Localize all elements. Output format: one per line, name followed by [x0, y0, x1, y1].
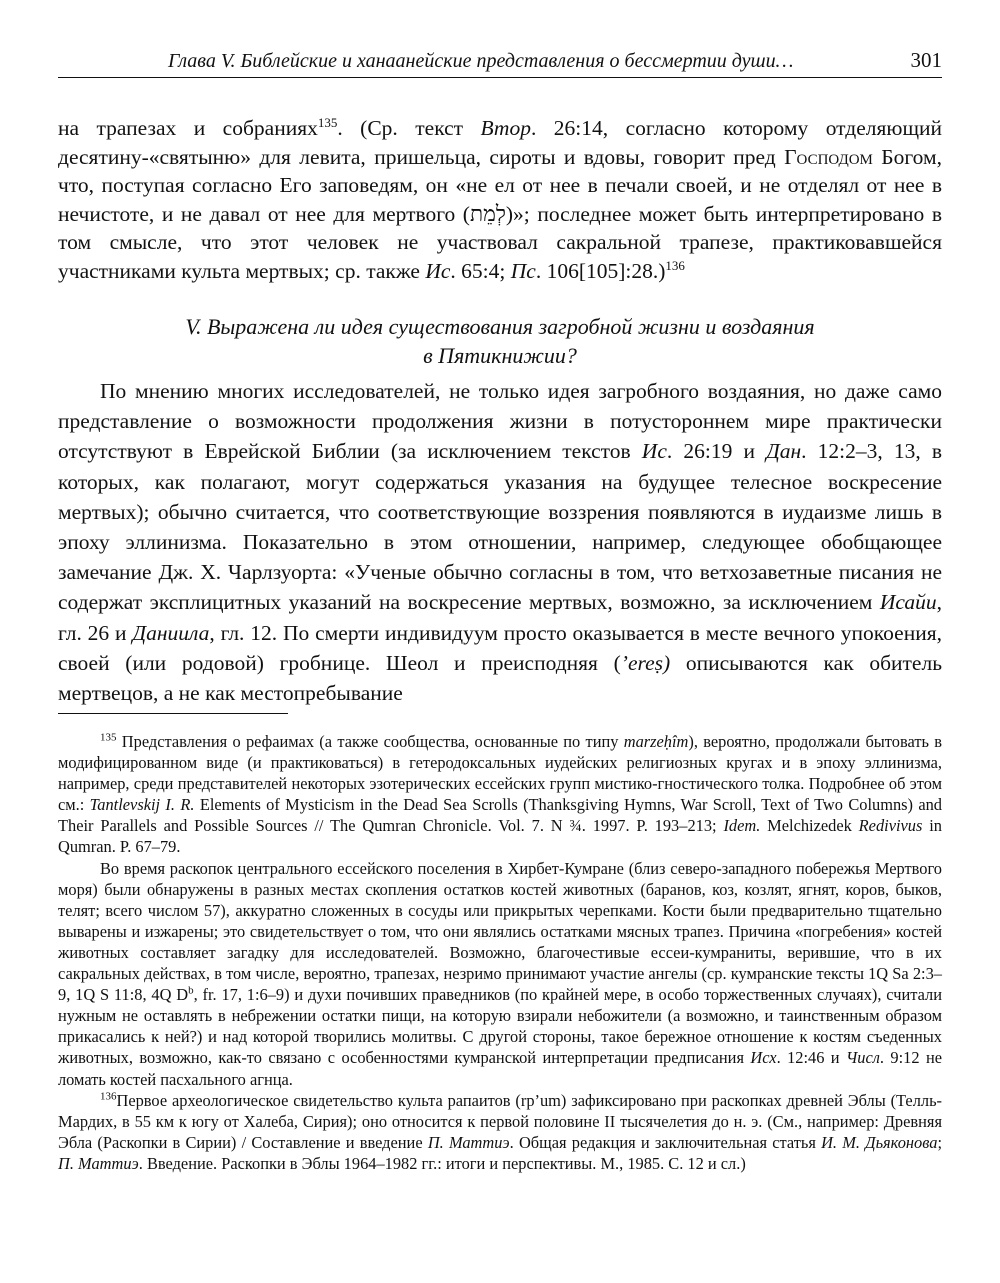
text-run: , fr. 17, 1:6–9) и духи почивших праведников (по крайней мере, в особо торжественных случаях), считали нужным не оставлять в небрежении остатки пищи, на которую взирали небожители (а возможно, и таинственным образом прикасались к ней?) и над которой творились молитвы. С другой стороны, такое бережное отношение к костям съеденных животных, возможно, как-то связано с особенностями кумранской интерпретации предписания [58, 985, 942, 1068]
text-run: . 9:12 не ломать костей пасхального агнца. [58, 1048, 942, 1089]
text-run: . 12:46 и [776, 1048, 846, 1068]
footnote-136 [58, 1090, 942, 1174]
footnote-number: 136 [100, 1090, 117, 1103]
page-header [58, 44, 942, 80]
continuation-paragraph [58, 114, 942, 286]
footnote-number: 135 [100, 731, 117, 744]
text-run: Первое археологическое свидетельство культа рапаитов (rp’um) зафиксировано при раскопках древней Эблы (Телль-Мардих, в 55 км к югу от Халеба, Сирия); оно относится к первой половине II тысячелетия до н. э. (См., например: Древняя Эбла (Раскопки в Сирии) / Составление и введение [58, 1090, 942, 1152]
footnote-135-continued [58, 858, 942, 1090]
book-ref-isaiah: Исайи [879, 590, 937, 615]
book-ref-daniel: Даниила [132, 620, 210, 645]
footnote-separator [58, 713, 288, 714]
paragraph [58, 376, 942, 708]
author-name: П. Маттиэ [58, 1153, 139, 1173]
book-ref-num: Числ [845, 1048, 880, 1068]
text-run: , гл. 12. По смерти индивидуум просто оказывается в месте вечного упокоения, своей (или родовой) гробнице. Шеол и преисподняя ( [58, 620, 942, 675]
book-ref-dan: Дан [766, 439, 802, 464]
transliteration: marzeḥîm [623, 732, 689, 751]
page-number: 301 [910, 48, 942, 72]
text-run: ; [937, 1132, 942, 1152]
author-name: Idem. [723, 816, 761, 836]
text-run: . 26:19 и [666, 439, 767, 464]
text-run: in Qumran. P. 67–79. [58, 816, 942, 857]
paragraph [58, 114, 942, 286]
author-name: П. Маттиэ [427, 1132, 510, 1152]
footnote-135 [58, 731, 942, 858]
text-run: . (Ср. текст [337, 116, 481, 140]
heading-line-1: V. Выражена ли идея существования загробной жизни и воздаяния [185, 314, 815, 339]
book-ref-isa: Ис [425, 258, 451, 283]
hebrew-word: לְמֵת [469, 201, 506, 226]
latin-word: Redivivus [858, 816, 923, 836]
footnotes [58, 731, 942, 1174]
section-heading [58, 312, 942, 370]
footnote-ref-135: 135 [317, 114, 338, 130]
book-ref-deut: Втор [480, 116, 531, 140]
book-ref-exod: Исх [750, 1048, 777, 1068]
header-rule [58, 77, 942, 78]
author-name: И. М. Дьяконова [821, 1132, 938, 1152]
text-run: Во время раскопок центрального ессейского поселения в Хирбет-Кумране (близ северо-западного побережья Мертвого моря) были обнаружены в разных местах скопления остатков костей животных (баранов, коз, козлят, ягнят, коров, быков, телят; всего числом 57), аккуратно сложенных в сосуды или прикрытых черепками. Кости были предварительно тщательно выварены и изжарены; это свидетельствует о том, что они являлись остатками мясных трапез. Причина «погребения» костей животных составляет загадку для исследователей. Возможно, благочестивые ессеи-кумраниты, верившие, что в их сакральных действах, в том числе, вероятно, трапезах, незримо принимают участие ангелы (ср. кумранские тексты 1Q Sa 2:3–9, 1Q S 11:8, 4Q D [58, 858, 942, 1005]
text-run: )»; последнее может быть интерпретировано в том смысле, что этот человек не участвовал сакральной трапезе, практиковавшейся участниками культа мертвых; ср. также [58, 201, 942, 283]
transliteration: ’ereṣ) [620, 650, 671, 675]
text-run: Представления о рефаимах (а также сообщества, основанные по типу [116, 732, 624, 751]
superscript: b [188, 984, 194, 997]
book-ref-ps: Пс [510, 258, 536, 283]
section-paragraph [58, 376, 942, 708]
text-run: Elements of Mysticism in the Dead Sea Scrolls (Thanksgiving Hymns, War Scroll, Text of Two Columns) and Their Parallels and Possible Sources // The Qumran Chronicle. Vol. 7. N ¾. 1997. P. 193–213; [58, 795, 943, 836]
book-ref-isa: Ис [641, 439, 667, 464]
text-run: Melchizedek [760, 816, 859, 836]
text-run: . 106[105]:28.) [535, 258, 666, 283]
text-run: . Общая редакция и заключительная статья [509, 1132, 822, 1152]
text-run: ), вероятно, продолжали бытовать в модифицированном виде (и практиковаться) в гетеродоксальных иудейских религиозных кругах и в эпоху эллинизма, например, среди представителей некоторых эзотерических ессейских групп мистико-гностического толка. Подробнее об этом см.: [58, 732, 942, 815]
text-run: . 12:2–3, 13, в которых, как полагают, могут содержаться указания на будущее телесное воскресение мертвых); обычно считается, что соответствующие воззрения появляются в иудаизме лишь в эпоху эллинизма. Показательно в этом отношении, например, следующее обобщающее замечание Дж. Х. Чарлзуорта: «Ученые обычно согласны в том, что ветхозаветные писания не содержат эксплицитных указаний на воскресение мертвых, возможно, за исключением [58, 439, 942, 615]
text-run: на трапезах и собраниях [58, 116, 318, 140]
text-run: Богом, что, поступая согласно Его заповедям, он «не ел от нее в печали своей, и не отделял от нее в нечистоте, и не давал от нее для мертвого ( [58, 144, 942, 226]
text-run: . Введение. Раскопки в Эблы 1964–1982 гг.: итоги и перспективы. М., 1985. С. 12 и сл.) [138, 1153, 746, 1173]
book-page [58, 0, 942, 1283]
divine-name: Господом [784, 144, 873, 169]
text-run: . 26:14, согласно которому отделяющий десятину-«святыню» для левита, пришельца, сироты и вдовы, говорит пред [58, 116, 943, 169]
heading-line-2: в Пятикнижии? [423, 343, 577, 368]
text-run: , гл. 26 и [58, 590, 942, 645]
author-name: Tantlevskij I. R. [89, 795, 195, 815]
running-title: Глава V. Библейские и ханаанейские представления о бессмертии души… [168, 50, 794, 72]
footnote-ref-136: 136 [665, 257, 685, 273]
text-run: По мнению многих исследователей, не только идея загробного воздаяния, но даже само представление о возможности продолжения жизни в потустороннем мире практически отсутствуют в Еврейской Библии (за исключением текстов [58, 379, 942, 464]
text-run: описываются как обитель мертвецов, а не как местопребывание [58, 650, 942, 706]
text-run: . 65:4; [450, 258, 511, 283]
